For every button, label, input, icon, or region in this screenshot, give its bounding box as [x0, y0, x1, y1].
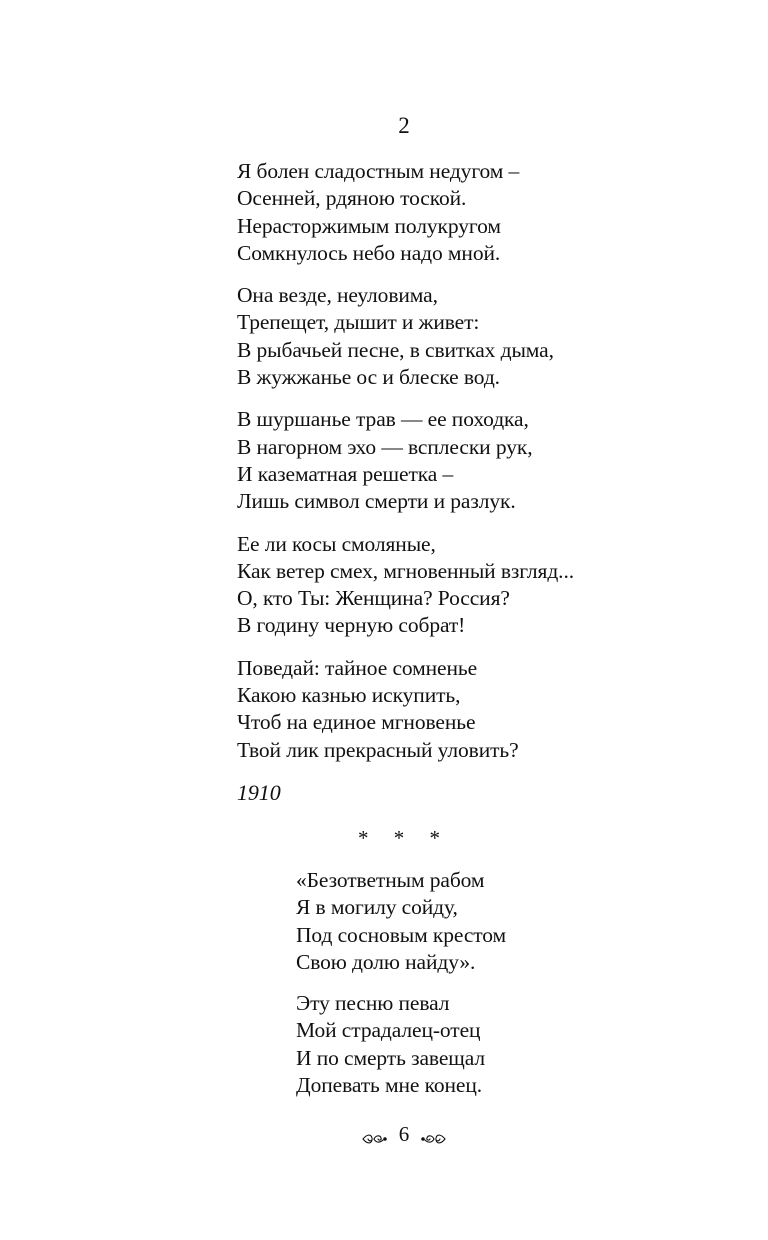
verse-line: Под сосновым крестом — [296, 922, 507, 947]
poem-two — [296, 867, 506, 1113]
section-separator: * * * — [358, 826, 450, 850]
section-number: 2 — [398, 113, 410, 138]
verse-line: В годину черную собрат! — [237, 613, 466, 638]
verse-line: Сомкнулось небо надо мной. — [237, 240, 501, 265]
stanza — [237, 282, 574, 391]
verse-line: Лишь символ смерти и разлук. — [237, 489, 516, 514]
right-flourish-icon — [421, 1126, 447, 1142]
verse-line: Чтоб на единое мгновенье — [237, 710, 476, 735]
verse-line: Осенней, рдяною тоской. — [237, 186, 467, 211]
verse-line: Свою долю найду». — [296, 949, 476, 974]
verse-line: «Безответным рабом — [296, 868, 485, 892]
verse-line: В шуршанье трав — ее походка, — [237, 407, 529, 432]
verse-line: Какою казнью искупить, — [237, 683, 461, 708]
page-footer — [0, 1118, 768, 1148]
stanza — [296, 990, 506, 1099]
left-flourish-icon — [361, 1126, 387, 1142]
verse-line: Я болен сладостным недугом – — [237, 159, 520, 183]
verse-line: Поведай: тайное сомненье — [237, 655, 478, 680]
page-number: 6 — [398, 1122, 410, 1147]
poem-date: 1910 — [237, 779, 281, 805]
verse-line: О, кто Ты: Женщина? Россия? — [237, 586, 510, 611]
verse-line: В нагорном эхо — всплески рук, — [237, 434, 533, 459]
verse-line: Твой лик прекрасный уловить? — [237, 737, 519, 762]
verse-line: В рыбачьей песне, в свитках дыма, — [237, 337, 554, 362]
stanza — [237, 655, 574, 764]
verse-line: Трепещет, дышит и живет: — [237, 310, 480, 335]
stanza — [237, 158, 574, 267]
verse-line: В жужжанье ос и блеске вод. — [237, 365, 500, 390]
poem-one — [237, 158, 574, 807]
verse-line: И по смерть завещал — [296, 1045, 485, 1070]
verse-line: Мой страдалец-отец — [296, 1018, 481, 1043]
verse-line: Она везде, неуловима, — [237, 283, 438, 308]
verse-line: Эту песню певал — [296, 991, 450, 1016]
verse-line: И казематная решетка – — [237, 461, 454, 486]
verse-line: Допевать мне конец. — [296, 1073, 483, 1098]
stanza — [237, 406, 574, 515]
verse-line: Ее ли косы смоляные, — [237, 531, 436, 556]
stanza — [237, 531, 574, 640]
stanza — [296, 867, 506, 976]
verse-line: Как ветер смех, мгновенный взгляд... — [237, 558, 574, 583]
verse-line: Нерасторжимым полукругом — [237, 213, 501, 238]
verse-line: Я в могилу сойду, — [296, 895, 458, 920]
